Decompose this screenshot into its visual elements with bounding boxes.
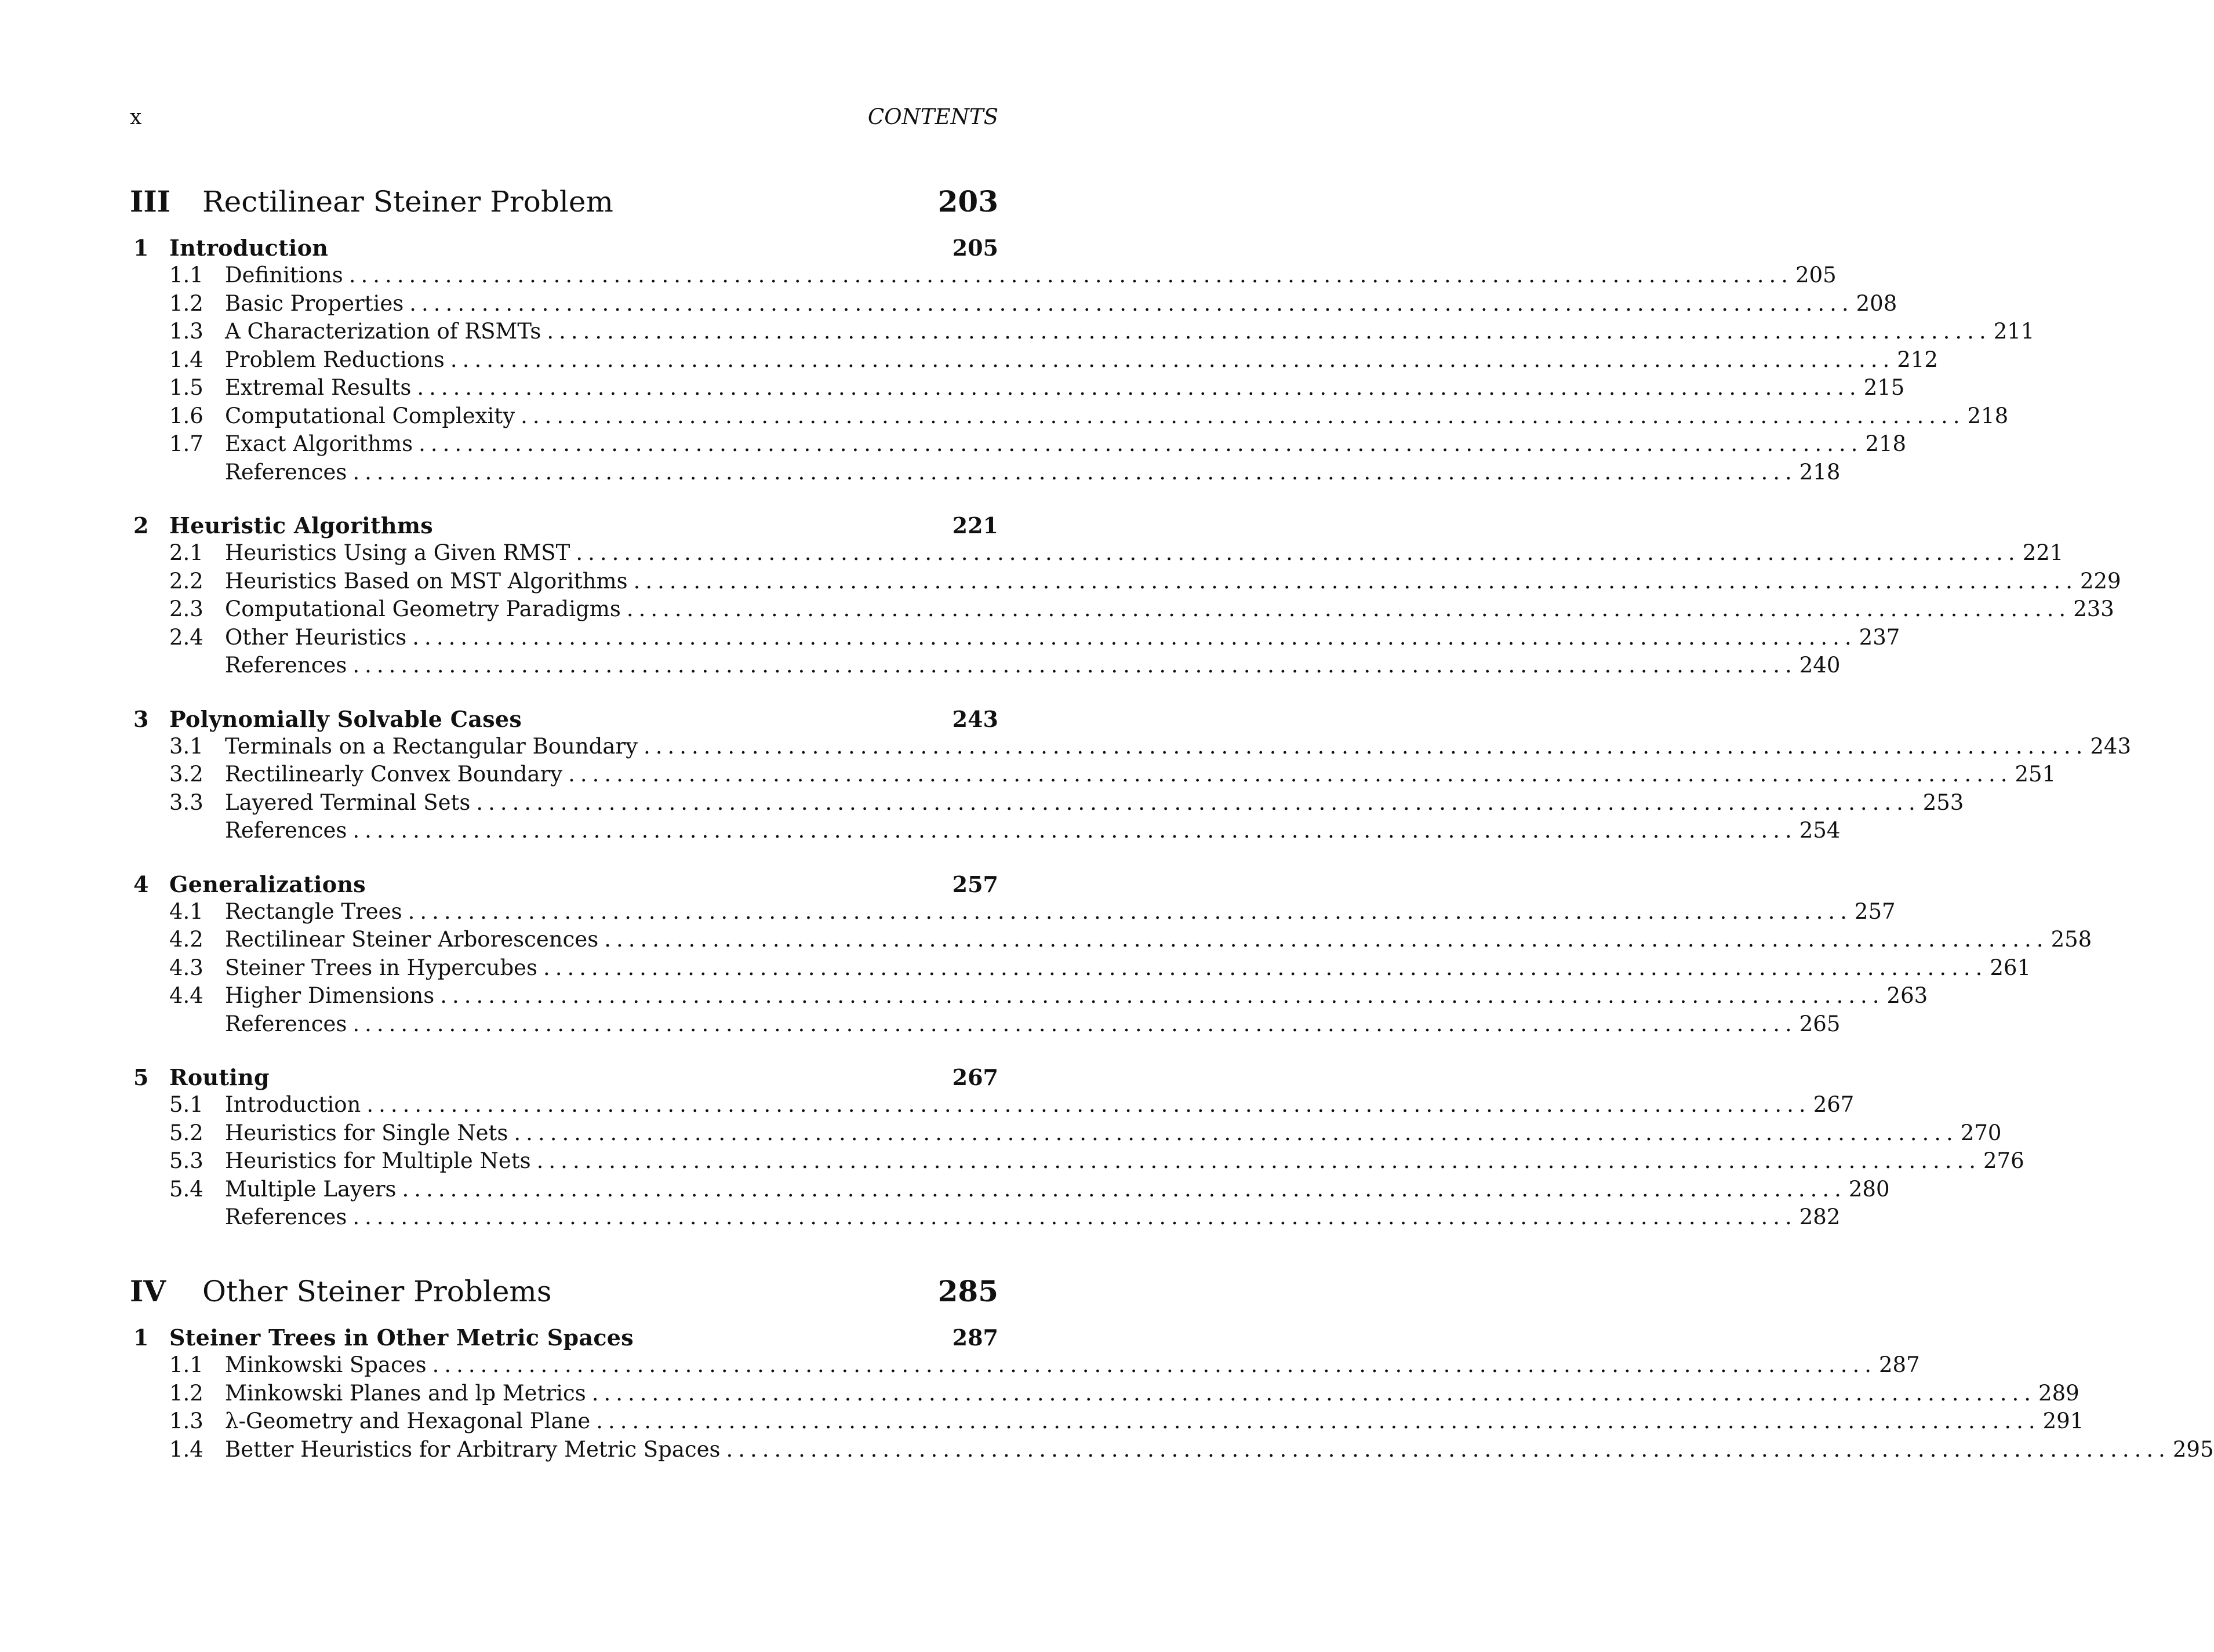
- toc-entry: [130, 927, 2092, 955]
- dot-leader: ........................................................................................................................: [604, 927, 2049, 952]
- section-title: Definitions: [225, 263, 343, 288]
- chapter-heading: [130, 1324, 998, 1352]
- chapter-heading: [130, 512, 998, 540]
- section-title: Terminals on a Rectangular Boundary: [225, 733, 638, 759]
- section-title: References: [225, 1011, 347, 1036]
- section-page: 291: [2042, 1409, 2084, 1433]
- section-page: 257: [1854, 898, 1896, 924]
- part-title: Rectilinear Steiner Problem: [202, 185, 613, 219]
- toc-entry: [130, 1176, 1890, 1205]
- dot-leader: ........................................................................................................................: [352, 1205, 1797, 1229]
- section-title: Heuristics for Multiple Nets: [225, 1148, 531, 1173]
- toc-entry: [130, 290, 1897, 319]
- dot-leader: ........................................................................................................................: [726, 1436, 2171, 1462]
- chapter-page: 257: [952, 871, 998, 897]
- toc-entry: [130, 1436, 2214, 1465]
- chapter-number: 1: [133, 1324, 149, 1351]
- section-number: 1.3: [169, 1409, 203, 1433]
- dot-leader: ........................................................................................................................: [352, 1011, 1797, 1036]
- section-title: Heuristics Using a Given RMST: [225, 540, 570, 565]
- toc-entry: [130, 403, 2009, 432]
- chapter-block: [130, 512, 2121, 681]
- dot-leader: ........................................................................................................................: [402, 1176, 1846, 1202]
- page-folio: x: [130, 105, 142, 129]
- section-title: Rectilinearly Convex Boundary: [225, 762, 563, 787]
- dot-leader: ........................................................................................................................: [352, 653, 1797, 678]
- dot-leader: ........................................................................................................................: [409, 290, 1854, 316]
- dot-leader: ........................................................................................................................: [543, 955, 1988, 980]
- chapter-block: [130, 235, 2035, 487]
- section-title: References: [225, 459, 347, 485]
- chapter-page: 243: [952, 705, 998, 732]
- dot-leader: ........................................................................................................................: [440, 983, 1885, 1008]
- toc-entry: [130, 1011, 1841, 1040]
- section-number: 1.7: [169, 431, 203, 456]
- section-page: 289: [2038, 1380, 2080, 1406]
- section-number: 3.3: [169, 789, 203, 815]
- toc-entry: [130, 789, 1964, 818]
- section-title: Multiple Layers: [225, 1176, 397, 1202]
- section-title: Better Heuristics for Arbitrary Metric Spaces: [225, 1436, 721, 1462]
- section-number: 3.1: [169, 733, 203, 759]
- chapter-title: Introduction: [169, 235, 329, 261]
- dot-leader: ........................................................................................................................: [419, 431, 1863, 456]
- section-number: 2.4: [169, 624, 203, 650]
- dot-leader: ........................................................................................................................: [514, 1120, 1958, 1145]
- toc-entry: [130, 733, 2131, 762]
- section-page: 229: [2080, 568, 2121, 594]
- section-title: Heuristics Based on MST Algorithms: [225, 568, 628, 594]
- section-page: 251: [2015, 762, 2056, 787]
- section-title: Heuristics for Single Nets: [225, 1120, 508, 1145]
- section-page: 270: [1960, 1120, 2002, 1145]
- chapter-title: Heuristic Algorithms: [169, 512, 433, 538]
- section-number: 1.4: [169, 1436, 203, 1462]
- toc-entry: [130, 459, 1841, 488]
- dot-leader: ........................................................................................................................: [408, 898, 1852, 924]
- section-page: 215: [1863, 375, 1905, 400]
- toc-entry: [130, 540, 2064, 569]
- section-title: Minkowski Planes and lp Metrics: [225, 1380, 586, 1406]
- section-number: 5.3: [169, 1148, 203, 1173]
- section-title: Exact Algorithms: [225, 431, 413, 456]
- section-number: 4.4: [169, 983, 203, 1008]
- section-title: λ-Geometry and Hexagonal Plane: [225, 1409, 591, 1433]
- part-section: [130, 184, 2131, 1258]
- dot-leader: ........................................................................................................................: [521, 403, 1965, 428]
- dot-leader: ........................................................................................................................: [547, 319, 1991, 344]
- dot-leader: ........................................................................................................................: [450, 347, 1895, 372]
- section-number: 5.1: [169, 1092, 203, 1117]
- part-number: IV: [130, 1274, 166, 1308]
- section-title: References: [225, 818, 347, 843]
- section-page: 253: [1922, 789, 1964, 815]
- section-page: 212: [1897, 347, 1938, 372]
- section-page: 221: [2022, 540, 2064, 565]
- section-title: Rectilinear Steiner Arborescences: [225, 927, 599, 952]
- dot-leader: ........................................................................................................................: [596, 1409, 2041, 1433]
- dot-leader: ........................................................................................................................: [644, 733, 2088, 759]
- dot-leader: ........................................................................................................................: [348, 263, 1794, 288]
- toc-entry: [130, 1148, 2024, 1177]
- section-page: 265: [1799, 1011, 1841, 1036]
- section-title: Extremal Results: [225, 375, 412, 400]
- chapter-heading: [130, 1064, 998, 1092]
- section-page: 287: [1878, 1352, 1920, 1377]
- section-page: 237: [1859, 624, 1900, 650]
- dot-leader: ........................................................................................................................: [432, 1352, 1877, 1377]
- chapter-block: [130, 705, 2131, 846]
- part-number: III: [130, 184, 171, 219]
- section-title: Introduction: [225, 1092, 361, 1117]
- toc-entry: [130, 347, 1938, 376]
- section-number: 2.3: [169, 596, 203, 621]
- chapter-block: [130, 871, 2092, 1040]
- section-number: 1.1: [169, 263, 203, 288]
- section-title: Minkowski Spaces: [225, 1352, 427, 1377]
- toc-entry: [130, 1092, 1855, 1120]
- toc-entry: [130, 1205, 1841, 1233]
- section-page: 280: [1848, 1176, 1890, 1202]
- section-number: 4.2: [169, 927, 203, 952]
- toc-entry: [130, 898, 1896, 927]
- part-title: Other Steiner Problems: [202, 1275, 552, 1308]
- section-number: 1.6: [169, 403, 203, 428]
- chapter-number: 3: [133, 705, 149, 732]
- section-page: 218: [1865, 431, 1907, 456]
- chapter-block: [130, 1324, 2214, 1465]
- toc-entry: [130, 983, 1928, 1011]
- chapter-title: Steiner Trees in Other Metric Spaces: [169, 1324, 634, 1351]
- section-page: 208: [1856, 290, 1897, 316]
- section-title: Computational Complexity: [225, 403, 515, 428]
- section-page: 267: [1813, 1092, 1855, 1117]
- toc-entry: [130, 568, 2121, 597]
- part-heading: [130, 184, 998, 219]
- chapter-title: Routing: [169, 1064, 270, 1090]
- section-number: 4.1: [169, 898, 203, 924]
- dot-leader: ........................................................................................................................: [412, 624, 1857, 650]
- section-page: 211: [1993, 319, 2035, 344]
- chapter-heading: [130, 871, 998, 899]
- running-head: [130, 104, 998, 129]
- section-number: 5.2: [169, 1120, 203, 1145]
- chapter-page: 287: [952, 1324, 998, 1351]
- section-page: 254: [1799, 818, 1841, 843]
- toc-entry: [130, 1352, 1920, 1381]
- section-number: 1.4: [169, 347, 203, 372]
- section-title: References: [225, 1205, 347, 1229]
- section-page: 243: [2090, 733, 2131, 759]
- dot-leader: ........................................................................................................................: [476, 789, 1921, 815]
- chapter-heading: [130, 706, 998, 734]
- section-title: Higher Dimensions: [225, 983, 435, 1008]
- toc-entry: [130, 1120, 2002, 1149]
- section-title: Computational Geometry Paradigms: [225, 596, 621, 621]
- dot-leader: ........................................................................................................................: [352, 818, 1797, 843]
- chapter-page: 267: [952, 1064, 998, 1090]
- section-title: Problem Reductions: [225, 347, 445, 372]
- toc-entry: [130, 1409, 2084, 1437]
- chapter-number: 4: [133, 871, 149, 897]
- running-title: CONTENTS: [867, 104, 998, 129]
- chapter-number: 2: [133, 512, 149, 538]
- toc-entry: [130, 1380, 2080, 1409]
- section-page: 205: [1795, 263, 1837, 288]
- section-page: 233: [2073, 596, 2114, 621]
- part-heading: [130, 1274, 998, 1308]
- section-number: 5.4: [169, 1176, 203, 1202]
- dot-leader: ........................................................................................................................: [626, 596, 2071, 621]
- section-number: 1.1: [169, 1352, 203, 1377]
- dot-leader: ........................................................................................................................: [591, 1380, 2037, 1406]
- toc-entry: [130, 319, 2035, 347]
- section-page: 218: [1967, 403, 2009, 428]
- section-page: 240: [1799, 653, 1841, 678]
- section-title: A Characterization of RSMTs: [225, 319, 541, 344]
- section-title: Steiner Trees in Hypercubes: [225, 955, 538, 980]
- chapter-number: 5: [133, 1064, 149, 1090]
- section-page: 282: [1799, 1205, 1841, 1229]
- dot-leader: ........................................................................................................................: [366, 1092, 1811, 1117]
- section-number: 3.2: [169, 762, 203, 787]
- dot-leader: ........................................................................................................................: [536, 1148, 1982, 1173]
- toc-entry: [130, 431, 1907, 460]
- part-page: 285: [937, 1274, 998, 1308]
- toc-entry: [130, 955, 2031, 984]
- section-number: 2.1: [169, 540, 203, 565]
- section-number: 1.5: [169, 375, 203, 400]
- chapter-title: Generalizations: [169, 871, 366, 897]
- dot-leader: ........................................................................................................................: [576, 540, 2020, 565]
- section-number: 1.3: [169, 319, 203, 344]
- dot-leader: ........................................................................................................................: [568, 762, 2013, 787]
- section-title: Rectangle Trees: [225, 898, 402, 924]
- toc-entry: [130, 624, 1900, 653]
- section-number: 1.2: [169, 1380, 203, 1406]
- toc-entry: [130, 653, 1841, 681]
- section-page: 263: [1886, 983, 1928, 1008]
- section-page: 261: [1990, 955, 2031, 980]
- section-number: 4.3: [169, 955, 203, 980]
- toc-entry: [130, 762, 2056, 790]
- section-title: References: [225, 653, 347, 678]
- chapter-page: 205: [952, 235, 998, 261]
- chapter-title: Polynomially Solvable Cases: [169, 705, 522, 732]
- dot-leader: ........................................................................................................................: [633, 568, 2078, 594]
- section-title: Basic Properties: [225, 290, 404, 316]
- dot-leader: ........................................................................................................................: [352, 459, 1797, 485]
- section-number: 1.2: [169, 290, 203, 316]
- chapter-block: [130, 1064, 2024, 1233]
- section-page: 258: [2051, 927, 2092, 952]
- toc-entry: [130, 818, 1841, 846]
- chapter-number: 1: [133, 235, 149, 261]
- section-page: 276: [1983, 1148, 2024, 1173]
- part-section: [130, 1274, 2214, 1490]
- section-title: Layered Terminal Sets: [225, 789, 471, 815]
- toc-entry: [130, 596, 2114, 625]
- toc-entry: [130, 375, 1905, 403]
- toc-entry: [130, 263, 1837, 291]
- section-title: Other Heuristics: [225, 624, 407, 650]
- section-page: 218: [1799, 459, 1841, 485]
- chapter-heading: [130, 235, 998, 263]
- section-number: 2.2: [169, 568, 203, 594]
- section-page: 295: [2172, 1436, 2214, 1462]
- part-page: 203: [937, 184, 998, 219]
- chapter-page: 221: [952, 512, 998, 538]
- dot-leader: ........................................................................................................................: [417, 375, 1862, 400]
